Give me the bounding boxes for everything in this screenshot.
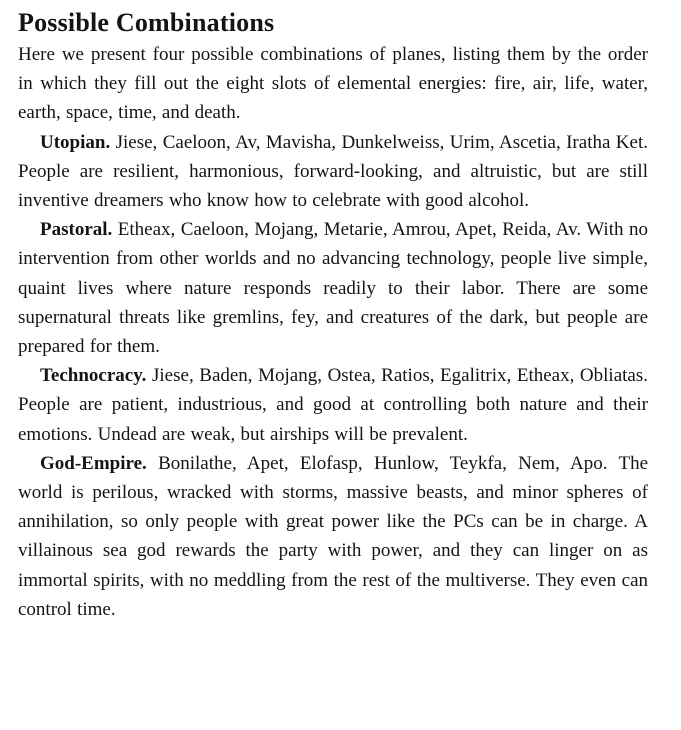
combination-description: Jiese, Baden, Mojang, Ostea, Ratios, Egalitrix, Etheax, Obliatas. People are patient, industrious, and good at controlling both nature and their emotions. Undead are weak, but airships will be prevalent. (18, 365, 648, 445)
section-heading: Possible Combinations (18, 8, 275, 37)
combination-name: Technocracy. (40, 365, 147, 387)
combination-description: Bonilathe, Apet, Elofasp, Hunlow, Teykfa, Nem, Apo. The world is perilous, wracked with storms, massive beasts, and minor spheres of annihilation, so only people with great power like the PCs can be in charge. A villainous sea god rewards the party with power, and they can linger on as immortal spirits, with no meddling from the rest of the multiverse. They even can control time. (18, 452, 648, 620)
combination-name: Utopian. (40, 131, 111, 153)
combination-name: Pastoral. (40, 219, 113, 241)
document-page (18, 6, 648, 624)
combination-description: Jiese, Caeloon, Av, Mavisha, Dunkelweiss, Urim, Ascetia, Iratha Ket. People are resilient, harmonious, forward-looking, and altruistic, but are still inventive dreamers who know how to celebrate with good alcohol. (18, 131, 648, 212)
combination-pastoral (18, 215, 648, 361)
combination-name: God-Empire. (40, 452, 147, 474)
combination-utopian (18, 128, 648, 216)
combination-description: Etheax, Caeloon, Mojang, Metarie, Amrou, Apet, Reida, Av. With no intervention from other worlds and no advancing technology, people live simple, quaint lives where nature responds readily to their labor. There are some supernatural threats like gremlins, fey, and creatures of the dark, but people are prepared for them. (18, 219, 648, 358)
intro-paragraph: Here we present four possible combinations of planes, listing them by the order in which they fill out the eight slots of elemental energies: fire, air, life, water, earth, space, time, and death. (18, 44, 648, 124)
combination-technocracy (18, 361, 648, 449)
combination-god-empire (18, 449, 648, 624)
